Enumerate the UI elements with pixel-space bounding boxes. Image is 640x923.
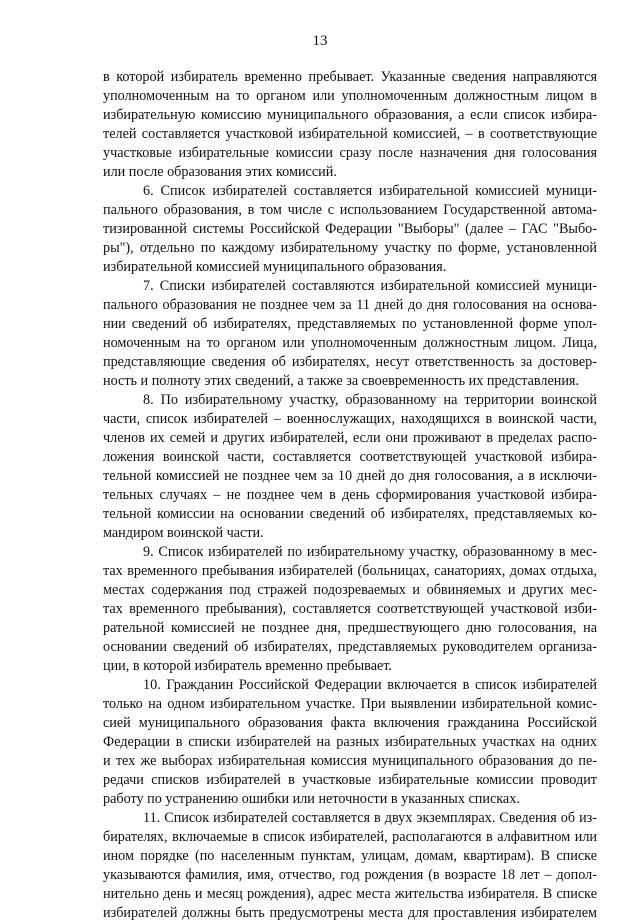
text-line: телей составляется участковой избирательной комиссией, – в соответствующие xyxy=(103,126,597,142)
text-line: 10. Гражданин Российской Федерации включается в список избирателей xyxy=(143,677,597,693)
paragraph xyxy=(103,68,597,182)
page-number: 13 xyxy=(312,33,328,49)
text-line: представляющие сведения об избирателях, несут ответственность за достовер- xyxy=(103,354,597,370)
text-line: рательной комиссией не позднее дня, предшествующего дню голосования, на xyxy=(103,620,597,636)
text-line: 9. Список избирателей по избирательному участку, образованному в мес- xyxy=(143,544,597,560)
text-line: избирателей должны быть предусмотрены места для проставления избирателем xyxy=(103,905,597,921)
text-line: бирателях, включаемые в список избирателей, располагаются в алфавитном или xyxy=(103,829,597,845)
text-line: пального образования не позднее чем за 11 дней до дня голосования на основа- xyxy=(103,297,597,313)
text-line: редачи списков избирателей в участковые избирательные комиссии проводит xyxy=(103,772,597,788)
text-line: тизированной системы Российской Федерации "Выборы" (далее – ГАС "Выбо- xyxy=(103,221,597,237)
text-line: 11. Список избирателей составляется в двух экземплярах. Сведения об из- xyxy=(143,810,597,826)
text-line: мандиром воинской части. xyxy=(103,525,264,541)
text-line: только на одном избирательном участке. При выявлении избирательной комис- xyxy=(103,696,597,712)
text-line: уполномоченным на то органом или уполномоченным должностным лицом в xyxy=(103,88,597,104)
text-line: избирательную комиссию муниципального образования, а если список избира- xyxy=(103,107,597,123)
text-line: тах временного пребывания избирателей (больницах, санаториях, домах отдыха, xyxy=(103,563,597,579)
paragraph xyxy=(103,543,597,676)
text-line: основании сведений об избирателях, представляемых руководителем организа- xyxy=(103,639,597,655)
text-line: или после образования этих комиссий. xyxy=(103,164,337,180)
text-line: указываются фамилия, имя, отчество, год рождения (в возрасте 18 лет – допол- xyxy=(103,867,597,883)
text-line: части, список избирателей – военнослужащих, находящихся в воинской части, xyxy=(103,411,597,427)
text-line: ином порядке (по населенным пунктам, улицам, домам, квартирам). В списке xyxy=(103,848,597,864)
text-line: тельных случаях – не позднее чем в день сформирования участковой избира- xyxy=(103,487,597,503)
text-line: в которой избиратель временно пребывает. Указанные сведения направляются xyxy=(103,69,597,85)
paragraph xyxy=(103,391,597,543)
text-line: 8. По избирательному участку, образованному на территории воинской xyxy=(143,392,597,408)
paragraph xyxy=(103,809,597,923)
paragraph xyxy=(103,182,597,277)
text-line: ность и полноту этих сведений, а также за своевременность их представления. xyxy=(103,373,580,389)
text-line: 7. Списки избирателей составляются избирательной комиссией муници- xyxy=(143,278,597,294)
text-line: местах содержания под стражей подозреваемых и обвиняемых и других мес- xyxy=(103,582,597,598)
text-line: тельной комиссией не позднее чем за 10 дней до дня голосования, а в исключи- xyxy=(103,468,597,484)
text-line: избирательной комиссией муниципального образования. xyxy=(103,259,447,275)
text-line: пального образования, в том числе с использованием Государственной автома- xyxy=(103,202,597,218)
document-body xyxy=(103,68,597,923)
text-line: номоченным на то органом или уполномоченным должностным лицом. Лица, xyxy=(103,335,597,351)
text-line: работу по устранению ошибки или неточности в указанных списках. xyxy=(103,791,520,807)
text-line: Федерации в списки избирателей на разных избирательных участках на одних xyxy=(103,734,597,750)
text-line: тах временного пребывания), составляется соответствующей участковой изби- xyxy=(103,601,597,617)
text-line: 6. Список избирателей составляется избирательной комиссией муници- xyxy=(143,183,597,199)
paragraph xyxy=(103,676,597,809)
text-line: нительно день и месяц рождения), адрес места жительства избирателя. В списке xyxy=(103,886,597,902)
paragraph xyxy=(103,277,597,391)
text-line: ции, в которой избиратель временно пребывает. xyxy=(103,658,392,674)
text-line: участковые избирательные комиссии сразу после назначения дня голосования xyxy=(103,145,597,161)
text-line: и тех же выборах избирательная комиссия муниципального образования до пе- xyxy=(103,753,597,769)
text-line: тельной комиссии на основании сведений об избирателях, представляемых ко- xyxy=(103,506,597,522)
text-line: ложения воинской части, составляется соответствующей участковой избира- xyxy=(103,449,597,465)
text-line: ры"), отдельно по каждому избирательному участку по форме, установленной xyxy=(103,240,597,256)
text-line: сией муниципального образования факта включения гражданина Российской xyxy=(103,715,597,731)
text-line: нии сведений об избирателях, представляемых по установленной форме упол- xyxy=(103,316,597,332)
text-line: членов их семей и других избирателей, если они проживают в пределах распо- xyxy=(103,430,597,446)
